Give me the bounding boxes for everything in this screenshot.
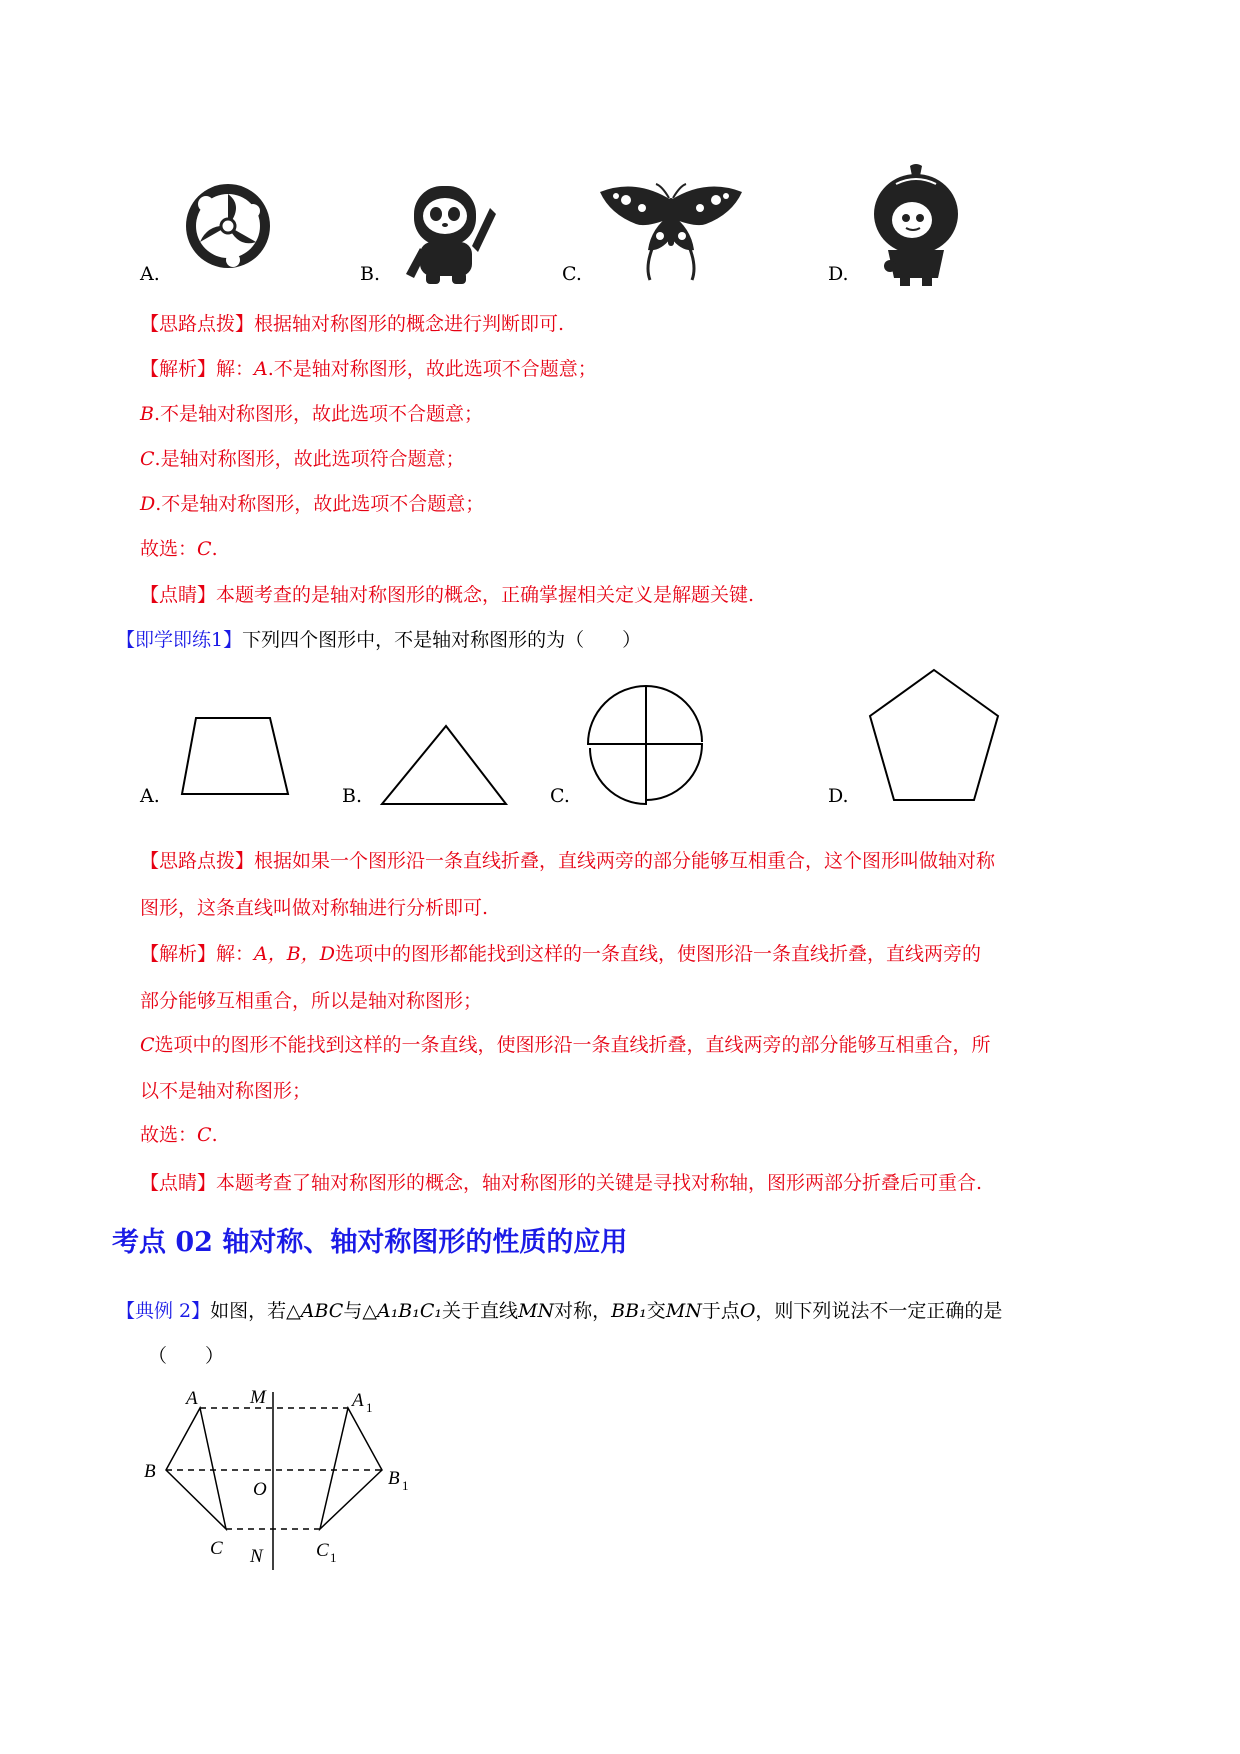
q1-letter-d: D <box>140 493 156 515</box>
q1-comment-tag: 【点睛】 <box>140 584 217 606</box>
practice1-options <box>0 660 1240 810</box>
practice1-analysis-letter-c: C <box>140 1034 155 1056</box>
practice1-hint-line2: 图形，这条直线叫做对称轴进行分析即可. <box>140 897 489 919</box>
label-c: C <box>210 1538 223 1559</box>
triangle-abc <box>166 1408 226 1529</box>
q1-analysis-line-b <box>140 401 483 427</box>
example2-bb1: BB₁ <box>611 1300 647 1322</box>
practice1-answer <box>140 1122 218 1148</box>
example2-text-1: 如图，若△ <box>210 1300 301 1322</box>
label-a: A <box>186 1388 198 1409</box>
label-m: M <box>250 1387 266 1408</box>
practice1-question <box>116 627 641 653</box>
q1-analysis-prefix: 解： <box>216 358 255 380</box>
example2-question-line1 <box>116 1298 1002 1324</box>
practice1-comment <box>140 1170 982 1196</box>
example2-text-5: 交 <box>646 1300 666 1322</box>
panda-mascot-icon <box>392 178 502 288</box>
example2-tag: 【典例 2】 <box>116 1300 211 1322</box>
label-b1: B <box>388 1468 400 1489</box>
q1-answer-suffix: . <box>211 538 218 560</box>
q1-line-b-text: .不是轴对称图形，故此选项不合题意； <box>153 403 484 425</box>
example2-text-6: 于点 <box>701 1300 740 1322</box>
practice1-analysis-prefix: 解： <box>216 943 255 965</box>
q1-analysis-tag: 【解析】 <box>140 358 217 380</box>
practice1-analysis-line3 <box>140 1032 991 1058</box>
practice1-hint-text1: 根据如果一个图形沿一条直线折叠，直线两旁的部分能够互相重合，这个图形叫做轴对称 <box>254 850 996 872</box>
symmetry-figure <box>140 1384 440 1574</box>
practice1-analysis-letters: A，B，D <box>254 943 335 965</box>
label-c1-sub: 1 <box>330 1550 337 1565</box>
practice1-tag-num: 1 <box>211 629 224 651</box>
practice1-option-c-label: C. <box>550 785 570 807</box>
label-a1: A <box>352 1390 364 1411</box>
label-b: B <box>144 1461 156 1482</box>
practice1-analysis-rest3: 选项中的图形不能找到这样的一条直线，使图形沿一条直线折叠，直线两旁的部分能够互相重合，所 <box>154 1034 991 1056</box>
practice1-comment-text: 本题考查了轴对称图形的概念，轴对称图形的关键是寻找对称轴，图形两部分折叠后可重合. <box>216 1172 983 1194</box>
trapezoid-icon <box>170 710 300 800</box>
practice1-option-d-label: D. <box>828 785 849 807</box>
example2-abc: ABC <box>300 1300 344 1322</box>
pinwheel-icon <box>584 682 708 810</box>
label-b1-sub: 1 <box>402 1478 409 1493</box>
practice1-question-text: 下列四个图形中，不是轴对称图形的为（ ） <box>242 629 642 651</box>
q1-analysis-line-d <box>140 491 484 517</box>
example2-mn: MN <box>518 1300 555 1322</box>
q1-letter-c: C <box>140 448 155 470</box>
q1-hint-tag: 【思路点拨】 <box>140 313 255 335</box>
q1-options <box>0 150 1240 290</box>
example2-text-3: 关于直线 <box>442 1300 519 1322</box>
example2-text-2: 与△ <box>343 1300 377 1322</box>
example2-text-7: ，则下列说法不一定正确的是 <box>755 1300 1003 1322</box>
q1-option-a-label: A. <box>140 263 160 285</box>
q1-letter-b: B <box>140 403 154 425</box>
q1-hint <box>140 311 564 337</box>
q1-analysis-line-c <box>140 446 465 472</box>
practice1-hint-tag: 【思路点拨】 <box>140 850 255 872</box>
section-heading: 考点 02 轴对称、轴对称图形的性质的应用 <box>112 1227 628 1258</box>
q1-comment-text: 本题考查的是轴对称图形的概念，正确掌握相关定义是解题关键. <box>216 584 755 606</box>
three-lobed-ornament-icon <box>178 176 278 276</box>
practice1-option-b-label: B. <box>342 785 363 807</box>
label-n: N <box>250 1546 263 1567</box>
q1-option-b-label: B. <box>360 263 381 285</box>
label-o: O <box>253 1479 267 1500</box>
q1-comment <box>140 582 754 608</box>
q1-option-c-label: C. <box>562 263 582 285</box>
label-a1-sub: 1 <box>366 1400 373 1415</box>
q1-letter-a: A <box>254 358 268 380</box>
label-c1: C <box>316 1540 329 1561</box>
example2-mn-2: MN <box>665 1300 702 1322</box>
butterfly-icon <box>596 178 746 282</box>
practice1-analysis-rest1: 选项中的图形都能找到这样的一条直线，使图形沿一条直线折叠，直线两旁的 <box>334 943 981 965</box>
practice1-answer-prefix: 故选： <box>140 1124 198 1146</box>
practice1-tag-close: 】 <box>223 629 243 651</box>
pentagon-icon <box>864 664 1004 808</box>
q1-answer-prefix: 故选： <box>140 538 198 560</box>
practice1-tag-open: 【即学即练 <box>116 629 212 651</box>
example2-question-line2: （ ） <box>148 1345 225 1367</box>
practice1-analysis-line2: 部分能够互相重合，所以是轴对称图形； <box>140 990 483 1012</box>
practice1-analysis-tag: 【解析】 <box>140 943 217 965</box>
practice1-hint-line1 <box>140 848 995 874</box>
q1-line-a-text: .不是轴对称图形，故此选项不合题意； <box>267 358 597 380</box>
q1-answer-letter: C <box>197 538 212 560</box>
q1-hint-text: 根据轴对称图形的概念进行判断即可. <box>254 313 565 335</box>
practice1-analysis-line4: 以不是轴对称图形； <box>140 1080 312 1102</box>
q1-line-c-text: .是轴对称图形，故此选项符合题意； <box>154 448 465 470</box>
practice1-comment-tag: 【点睛】 <box>140 1172 217 1194</box>
practice1-answer-suffix: . <box>211 1124 218 1146</box>
triangle-icon <box>376 720 516 808</box>
lantern-doll-icon <box>866 162 966 288</box>
example2-text-4: 对称， <box>554 1300 612 1322</box>
example2-o: O <box>739 1300 756 1322</box>
q1-option-d-label: D. <box>828 263 849 285</box>
practice1-analysis-line1 <box>140 941 981 967</box>
practice1-answer-letter: C <box>197 1124 212 1146</box>
practice1-option-a-label: A. <box>140 785 160 807</box>
q1-analysis-line-a <box>140 356 597 382</box>
q1-answer <box>140 536 218 562</box>
triangle-a1b1c1 <box>320 1408 382 1529</box>
q1-line-d-text: .不是轴对称图形，故此选项不合题意； <box>155 493 485 515</box>
example2-a1b1c1: A₁B₁C₁ <box>376 1300 443 1322</box>
